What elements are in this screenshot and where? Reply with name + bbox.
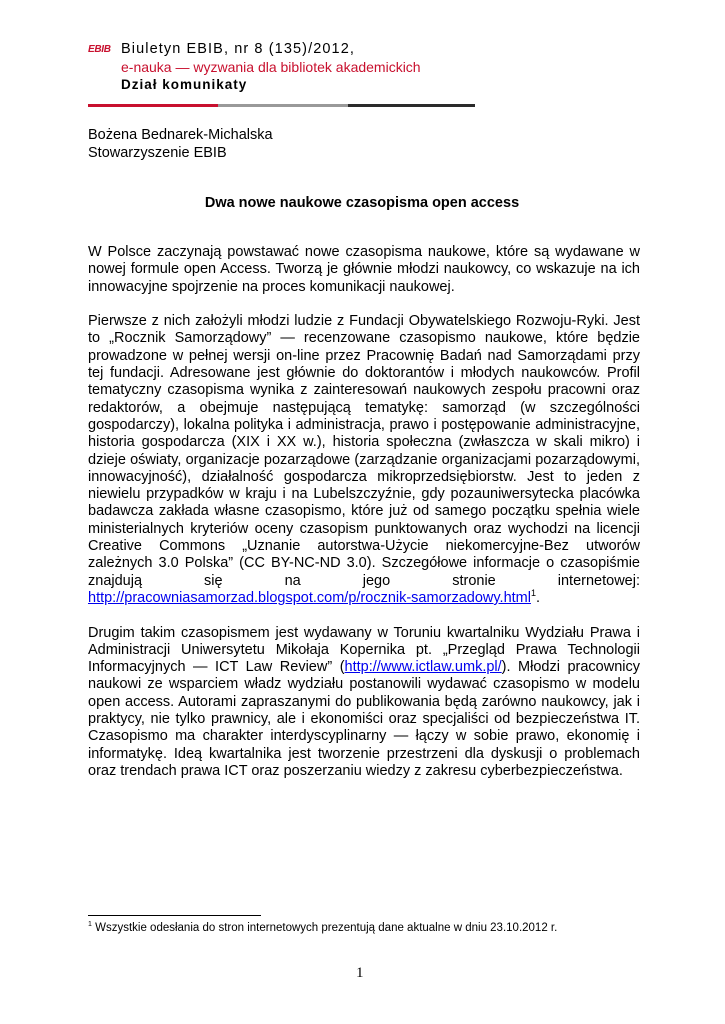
ebib-logo: EBIB xyxy=(88,44,111,55)
footnote xyxy=(88,922,557,934)
footnote-text: Wszystkie odesłania do stron internetowych prezentują dane aktualne w dniu 23.10.2012 r. xyxy=(91,922,558,934)
rocznik-link[interactable]: http://pracowniasamorzad.blogspot.com/p/rocznik-samorzadowy.html xyxy=(88,589,531,606)
author-name: Bożena Bednarek-Michalska xyxy=(88,127,273,143)
paragraph-rocznik xyxy=(88,313,640,607)
paragraph-ictlaw xyxy=(88,625,640,781)
article-body xyxy=(88,244,640,798)
journal-issue: Biuletyn EBIB, nr 8 (135)/2012, xyxy=(121,41,355,57)
paragraph-ictlaw-text-a: Drugim takim czasopismem jest wydawany w Toruniu kwartalniku Wydziału Prawa i Administracji Uniwersytetu Mikołaja Kopernika pt. „Przegląd Prawa Technologii Informacyjnych — ICT Law Review” ( xyxy=(88,624,640,676)
paragraph-rocznik-end: . xyxy=(536,589,541,606)
author-affiliation: Stowarzyszenie EBIB xyxy=(88,145,227,161)
header-rule-gray xyxy=(218,104,348,107)
page-number: 1 xyxy=(356,965,364,981)
issue-theme: e-nauka — wyzwania dla bibliotek akademickich xyxy=(121,59,421,75)
header-rule-red xyxy=(88,104,218,107)
paragraph-intro: W Polsce zaczynają powstawać nowe czasopisma naukowe, które są wydawane w nowej formule open Access. Tworzą je głównie młodzi naukowcy, co wskazuje na ich innowacyjne spojrzenie na proces komunikacji naukowej. xyxy=(88,244,640,295)
paragraph-rocznik-text: Pierwsze z nich założyli młodzi ludzie z Fundacji Obywatelskiego Rozwoju-Ryki. Jest to „Rocznik Samorządowy” — recenzowane czasopismo naukowe, które będzie prowadzone w pełnej wersji on-line przez Pracownię Badań nad Samorządami przy tej fundacji. Adresowane jest głównie do doktorantów i młodych naukowców. Profil tematyczny czasopisma wynika z zainteresowań naukowych zespołu pracowni oraz redaktorów, a obejmuje następującą tematykę: samorząd (w szczególności gospodarczy), lokalna polityka i administracja, prawo i postępowanie administracyjne, historia gospodarcza (XIX i XX w.), historia społeczna (zwłaszcza w skali mikro) i dzieje oświaty, organizacje pozarządowe (zarządzanie organizacjami pozarządowymi, innowacyjność), działalność gospodarcza mikroprzedsiębiorstw. Jest to jeden z niewielu przypadków w kraju i na Lubelszczyźnie, gdy pozauniwersytecka placówka badawcza zakłada własne czasopismo, które już od samego początku spełnia wiele ministerialnych kryteriów oceny czasopism punktowanych oraz wychodzi na licencji Creative Commons „Uznanie autorstwa-Użycie niekomercyjne-Bez utworów zależnych 3.0 Polska” (CC BY-NC-ND 3.0). Szczegółowe informacje o czasopiśmie znajdują się na jego stronie internetowej: xyxy=(88,313,640,589)
footnote-mark: 1 xyxy=(88,921,92,929)
article-title: Dwa nowe naukowe czasopisma open access xyxy=(204,195,520,211)
section-name: Dział komunikaty xyxy=(121,77,248,92)
author-block xyxy=(88,126,273,162)
paragraph-ictlaw-text-b: ). Młodzi pracownicy naukowi ze wsparciem władz wydziału postanowili wydawać czasopismo w modelu open access. Autorami zapraszanymi do publikowania będą zarówno naukowcy, jak i praktycy, nie tylko prawnicy, ale i ekonomiści oraz specjaliści od bezpieczeństwa IT. Czasopismo ma charakter interdyscyplinarny — łączy w sobie prawo, ekonomię i informatykę. Ideą kwartalnika jest tworzenie przestrzeni dla dyskusji o problemach oraz trendach prawa ICT oraz poszerzaniu wiedzy z zakresu cyberbezpieczeństwa. xyxy=(88,659,641,779)
header-rule-dark xyxy=(348,104,475,107)
ictlaw-link[interactable]: http://www.ictlaw.umk.pl/ xyxy=(344,659,502,676)
footnote-separator xyxy=(88,915,261,916)
footnote-ref: 1 xyxy=(530,588,536,599)
